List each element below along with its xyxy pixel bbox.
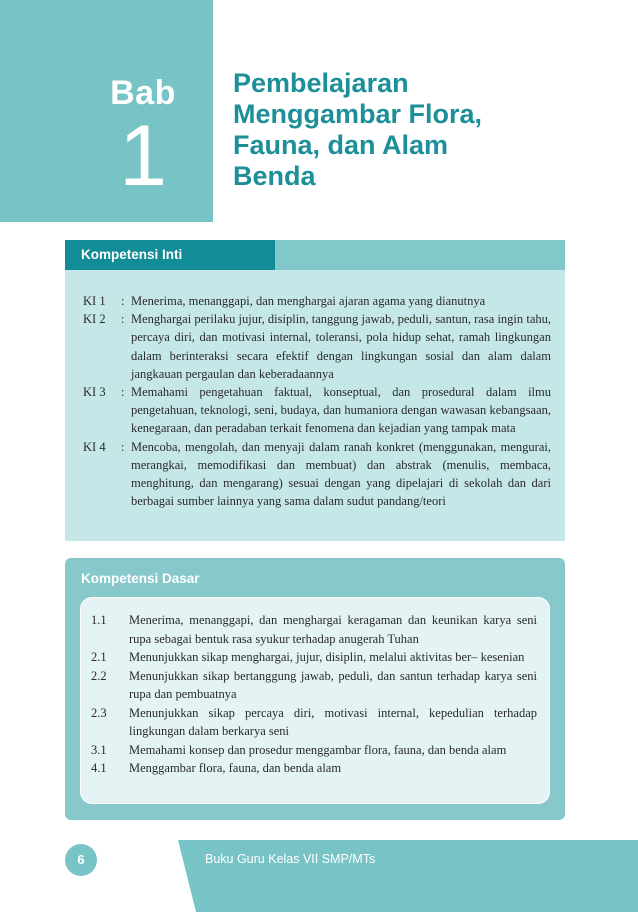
chapter-title-line: Pembelajaran xyxy=(233,68,409,98)
kd-code: 1.1 xyxy=(91,613,107,627)
ki-code: KI 3 xyxy=(83,385,106,400)
kd-text: Memahami konsep dan prosedur menggambar flora, fauna, dan benda alam xyxy=(129,742,507,757)
chapter-title-line: Menggambar Flora, xyxy=(233,99,483,129)
chapter-title-line: Fauna, dan Alam xyxy=(233,130,449,160)
kompetensi-dasar-header: Kompetensi Dasar xyxy=(81,571,200,586)
ki-colon: : xyxy=(121,312,125,327)
kd-code: 2.1 xyxy=(91,650,107,664)
ki-code: KI 4 xyxy=(83,439,106,454)
ki-text: Menerima, menanggapi, dan menghargai ajaran agama yang dianutnya xyxy=(131,294,486,308)
ki-colon: : xyxy=(121,385,125,400)
ki-text: Mencoba, mengolah, dan menyaji dalam ranah konkret (menggunakan, mengurai, merangkai, memodifikasi dan membuat) dan abstrak (menulis, membaca, menghitung, dan mengarang) sesuai dengan yang dipelajari di sekolah dan dari berbagai sumber lainnya yang sama dalam sudut pandang/teori xyxy=(131,439,551,509)
chapter-title-line: Benda xyxy=(233,161,316,191)
kompetensi-inti-header: Kompetensi Inti xyxy=(65,240,275,270)
ki-text: Memahami pengetahuan faktual, konseptual, dan prosedural dalam ilmu pengetahuan, teknologi, seni, budaya, dan humaniora dengan wawasan kebangsaan, kenegaraan, dan peradaban terkait fenomena dan kejadian yang tampak mata xyxy=(131,385,551,436)
kd-text: Menunjukkan sikap menghargai, jujur, disiplin, melalui aktivitas ber– kesenian xyxy=(129,650,525,664)
page-number: 6 xyxy=(65,844,97,876)
kd-text: Menunjukkan sikap percaya diri, motivasi internal, kepedulian terhadap lingkungan dalam berkarya seni xyxy=(129,705,537,738)
kd-text: Menggambar flora, fauna, dan benda alam xyxy=(129,761,342,775)
kd-code: 2.3 xyxy=(91,705,107,720)
kd-code: 2.2 xyxy=(91,668,107,683)
footer-book-title: Buku Guru Kelas VII SMP/MTs xyxy=(205,852,376,866)
kd-code: 3.1 xyxy=(91,742,107,757)
kd-code: 4.1 xyxy=(91,761,107,775)
ki-code: KI 1 xyxy=(83,294,106,308)
ki-colon: : xyxy=(121,439,125,454)
ki-code: KI 2 xyxy=(83,312,106,327)
ki-text: Menghargai perilaku jujur, disiplin, tanggung jawab, peduli, santun, rasa ingin tahu, percaya diri, dan motivasi internal, toleransi, pola hidup sehat, ramah lingkungan dalam berinteraksi secara efektif dengan lingkungan sosial dan alam dalam jangkauan pergaulan dan keberadaannya xyxy=(131,312,551,381)
kd-text: Menerima, menanggapi, dan menghargai keragaman dan keunikan karya seni rupa sebagai bentuk rasa syukur terhadap anugerah Tuhan xyxy=(129,613,537,646)
chapter-number: 1 xyxy=(119,108,167,204)
chapter-label: Bab xyxy=(110,74,176,112)
kd-text: Menunjukkan sikap bertanggung jawab, peduli, dan santun terhadap karya seni rupa dan pembuatnya xyxy=(129,668,537,701)
ki-colon: : xyxy=(121,294,125,308)
